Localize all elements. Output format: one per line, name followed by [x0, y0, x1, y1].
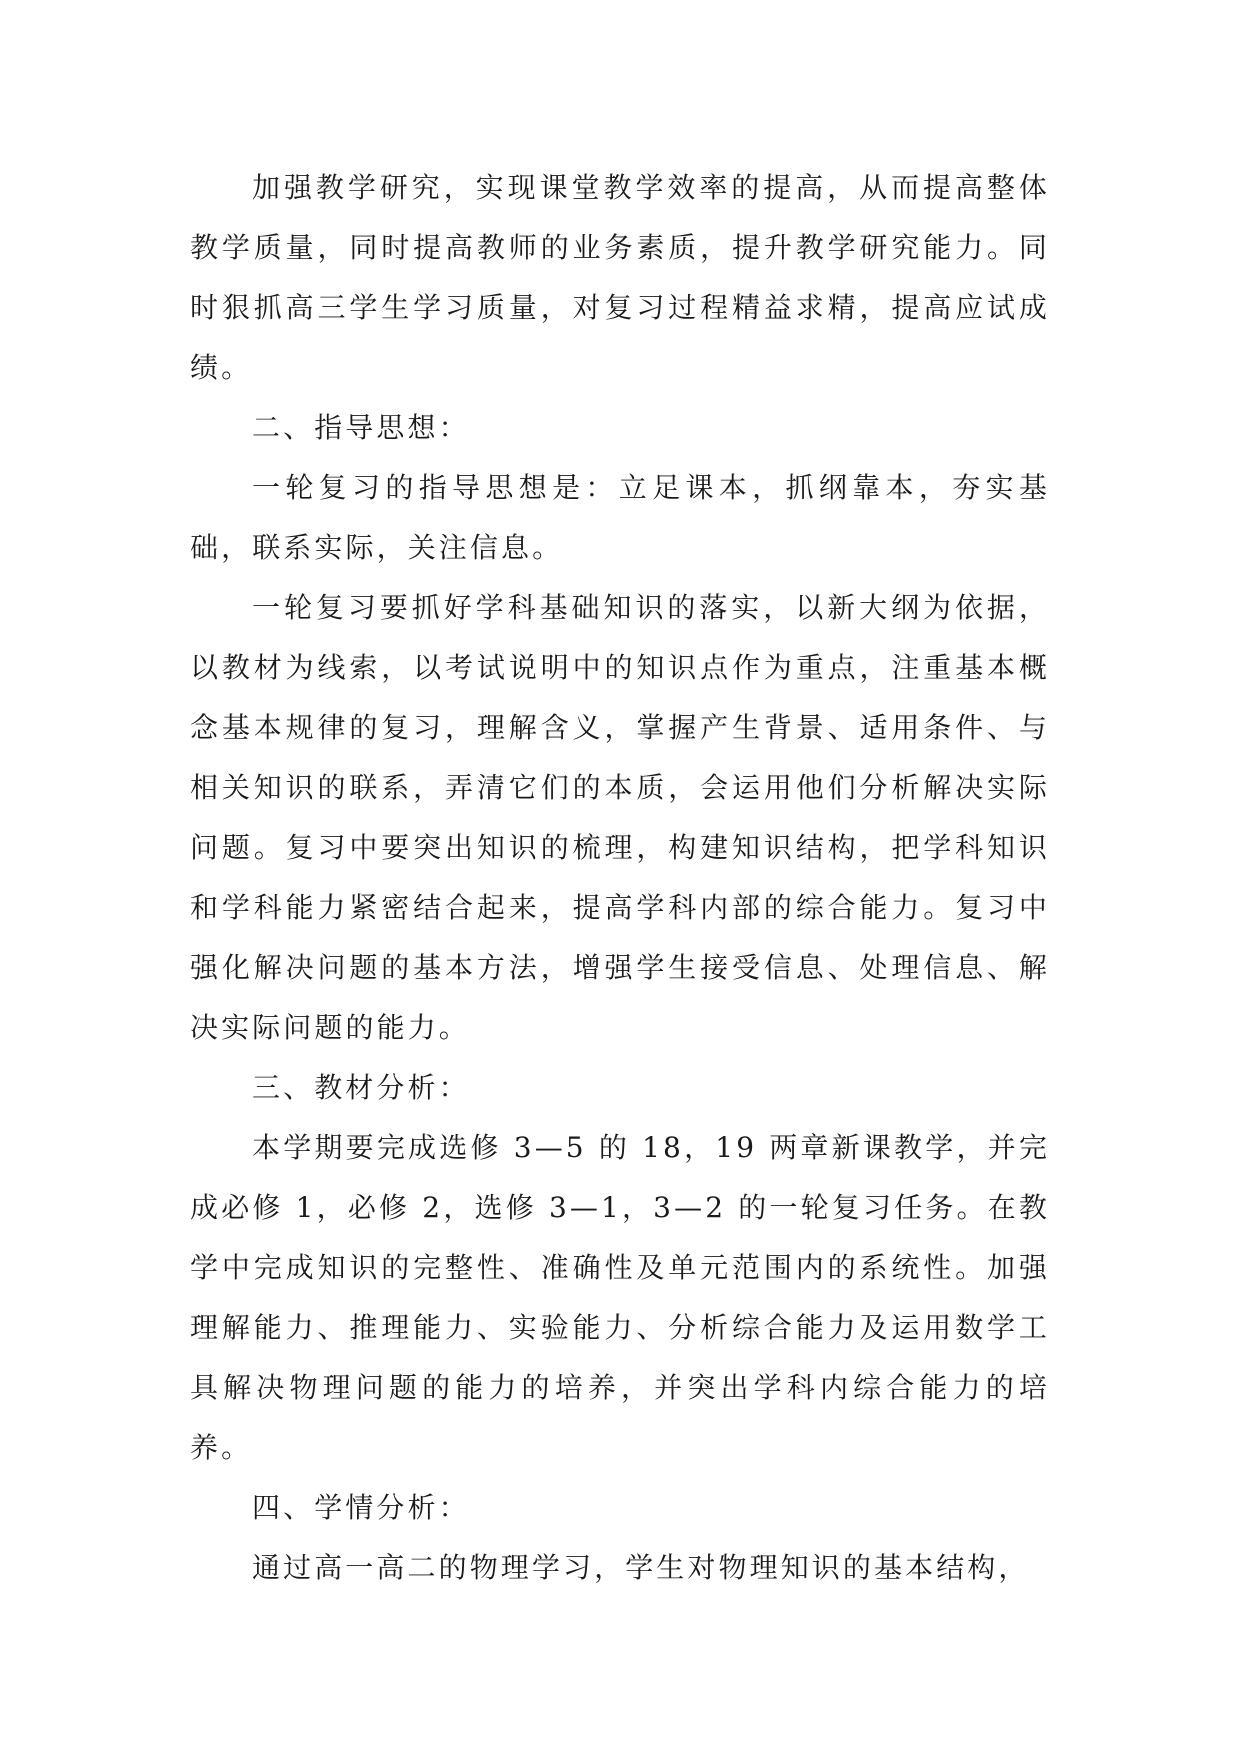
paragraph-student-analysis: 通过高一高二的物理学习，学生对物理知识的基本结构， [252, 1551, 1030, 1584]
heading-guiding-thought: 二、指导思想： [252, 411, 470, 444]
paragraph-guiding-thought: 一轮复习的指导思想是：立足课本，抓纲靠本，夯实基础，联系实际，关注信息。 [190, 471, 1050, 564]
heading-student-analysis: 四、学情分析： [252, 1491, 470, 1524]
heading-textbook-analysis: 三、教材分析： [252, 1071, 470, 1104]
paragraph-textbook-analysis: 本学期要完成选修 3—5 的 18，19 两章新课教学，并完成必修 1，必修 2，选修 3—1，3—2 的一轮复习任务。在教学中完成知识的完整性、准确性及单元范围内的系统性。加强理解能力、推理能力、实验能力、分析综合能力及运用数学工具解决物理问题的能力的培养，并突出学科内综合能力的培养。 [190, 1131, 1050, 1464]
document-page [190, 158, 1050, 1598]
paragraph-first-review: 一轮复习要抓好学科基础知识的落实，以新大纲为依据，以教材为线索，以考试说明中的知识点作为重点，注重基本概念基本规律的复习，理解含义，掌握产生背景、适用条件、与相关知识的联系，弄清它们的本质，会运用他们分析解决实际问题。复习中要突出知识的梳理，构建知识结构，把学科知识和学科能力紧密结合起来，提高学科内部的综合能力。复习中强化解决问题的基本方法，增强学生接受信息、处理信息、解决实际问题的能力。 [190, 591, 1050, 1044]
paragraph-efficiency: 加强教学研究，实现课堂教学效率的提高，从而提高整体教学质量，同时提高教师的业务素质，提升教学研究能力。同时狠抓高三学生学习质量，对复习过程精益求精，提高应试成绩。 [190, 171, 1050, 384]
